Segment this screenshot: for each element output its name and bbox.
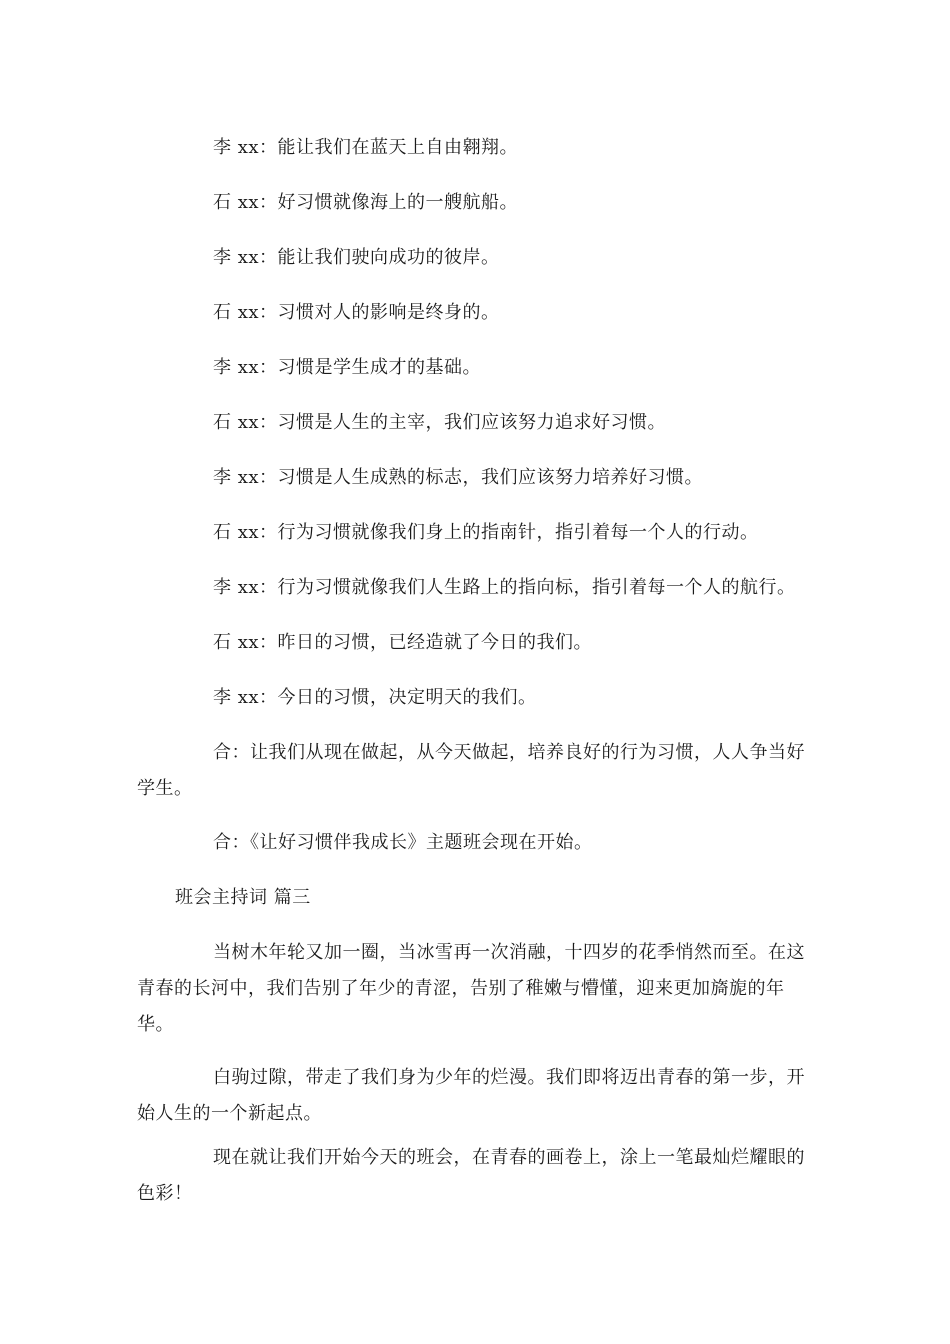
dialogue-line: 石 xx：习惯是人生的主宰，我们应该努力追求好习惯。 <box>213 412 667 433</box>
dialogue-line: 李 xx：能让我们在蓝天上自由翱翔。 <box>213 137 519 158</box>
body-paragraph: 当树木年轮又加一圈，当冰雪再一次消融，十四岁的花季悄然而至。在这青春的长河中，我们告别了年少的青涩，告别了稚嫩与懵懂，迎来更加旖旎的年华。 <box>137 942 805 1035</box>
dialogue-line: 石 xx：好习惯就像海上的一艘航船。 <box>213 192 519 213</box>
dialogue-line: 李 xx：今日的习惯，决定明天的我们。 <box>213 687 537 708</box>
chorus-line: 合：让我们从现在做起，从今天做起，培养良好的行为习惯，人人争当好学生。 <box>137 742 805 799</box>
dialogue-line: 李 xx：行为习惯就像我们人生路上的指向标，指引着每一个人的航行。 <box>213 577 796 598</box>
dialogue-line: 李 xx：习惯是人生成熟的标志，我们应该努力培养好习惯。 <box>213 467 704 488</box>
chorus-line: 合：《让好习惯伴我成长》主题班会现在开始。 <box>213 832 593 853</box>
dialogue-line: 石 xx：习惯对人的影响是终身的。 <box>213 302 500 323</box>
dialogue-line: 李 xx：能让我们驶向成功的彼岸。 <box>213 247 500 268</box>
dialogue-line: 石 xx：行为习惯就像我们身上的指南针，指引着每一个人的行动。 <box>213 522 759 543</box>
body-paragraph: 现在就让我们开始今天的班会，在青春的画卷上，涂上一笔最灿烂耀眼的色彩！ <box>137 1147 805 1204</box>
dialogue-line: 李 xx：习惯是学生成才的基础。 <box>213 357 482 378</box>
body-paragraph: 白驹过隙，带走了我们身为少年的烂漫。我们即将迈出青春的第一步，开始人生的一个新起点。 <box>137 1067 805 1124</box>
dialogue-line: 石 xx：昨日的习惯，已经造就了今日的我们。 <box>213 632 593 653</box>
section-heading: 班会主持词 篇三 <box>175 887 311 908</box>
